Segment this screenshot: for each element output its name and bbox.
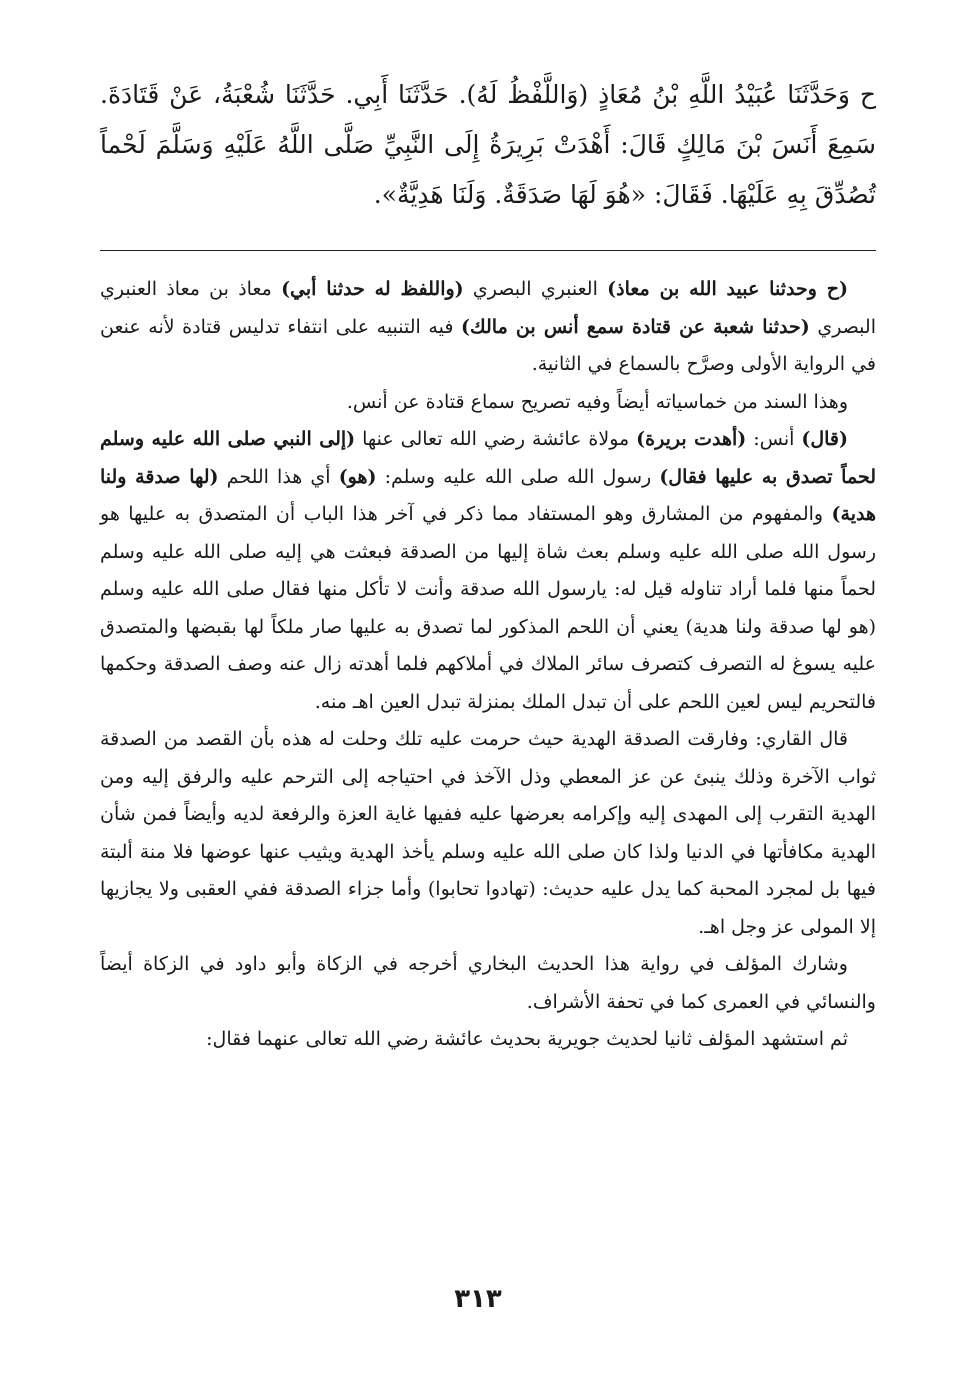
section-divider (100, 250, 876, 251)
bold-phrase: (أهدت بريرة) (636, 428, 747, 450)
bold-phrase: (واللفظ له حدثنا أبي) (281, 278, 464, 300)
text-run: وشارك المؤلف في رواية هذا الحديث البخاري أخرجه في الزكاة وأبو داود في الزكاة أيضاً والنسائي في العمرى كما في تحفة الأشراف. (100, 953, 876, 1013)
bold-phrase: (هو) (338, 465, 377, 488)
text-run: وهذا السند من خماسياته أيضاً وفيه تصريح سماع قتادة عن أنس. (346, 390, 848, 413)
commentary-paragraph-5 (100, 946, 876, 1021)
bold-phrase: (قال) (801, 428, 848, 450)
hadith-text: ح وَحَدَّثَنَا عُبَيْدُ اللَّهِ بْنُ مُعَاذٍ (وَاللَّفْظُ لَهُ). حَدَّثَنَا أَبِي. حَدَّثَنَا شُعْبَةُ، عَنْ قَتَادَةَ. سَمِعَ أَنَسَ بْنَ مَالِكٍ قَالَ: أَهْدَتْ بَرِيرَةُ إِلَى النَّبِيِّ صَلَّى اللَّهُ عَلَيْهِ وَسَلَّمَ لَحْماً تُصُدِّقَ بِهِ عَلَيْهَا. فَقَالَ: «هُوَ لَهَا صَدَقَةٌ. وَلَنَا هَدِيَّةٌ». (100, 80, 876, 209)
commentary-paragraph-1 (100, 271, 876, 384)
bold-phrase: (إلى النبي صلى الله عليه وسلم لحماً تصدق به عليها فقال) (100, 428, 877, 488)
page-body (100, 70, 876, 1059)
page-number: ٣١٣ (454, 1284, 502, 1314)
text-run: معاذ بن معاذ العنبري البصري (100, 278, 876, 338)
text-run: رسول الله صلى الله عليه وسلم: (376, 465, 660, 488)
bold-phrase: (لها صدقة ولنا هدية) (100, 465, 876, 525)
commentary-paragraph-4 (100, 721, 876, 946)
commentary-paragraph-2 (100, 384, 876, 422)
bold-phrase: (ح وحدثنا عبيد الله بن معاذ) (607, 278, 848, 300)
bold-phrase: (حدثنا شعبة عن قتادة سمع أنس بن مالك) (461, 315, 810, 338)
text-run: فيه التنبيه على انتفاء تدليس قتادة لأنه عنعن في الرواية الأولى وصرَّح بالسماع في الثانية. (100, 315, 876, 375)
commentary-paragraph-6 (100, 1021, 876, 1059)
text-run: والمفهوم من المشارق وهو المستفاد مما ذكر في آخر هذا الباب أن المتصدق به عليها هو رسول الله صلى الله عليه وسلم بعث شاة إليها من الصدقة فبعثت هي إليه صلى الله عليه وسلم لحماً منها فلما أراد تناوله قيل له: يارسول الله صدقة وأنت لا تأكل منها فقال صلى الله عليه وسلم (هو لها صدقة ولنا هدية) يعني أن اللحم المذكور لما تصدق به عليها صار ملكاً لها بقبضها والمتصدق عليه يسوغ له التصرف كتصرف سائر الملاك في أملاكهم فلما أهدته زال عنه وصف الصدقة وحكمها فالتحريم ليس لعين اللحم على أن تبدل الملك بمنزلة تبدل العين اهـ منه. (100, 503, 876, 713)
text-run: أنس: (746, 428, 802, 450)
text-run: أي هذا اللحم (218, 465, 339, 488)
text-run: مولاة عائشة رضي الله تعالى عنها (355, 428, 637, 450)
commentary (100, 271, 876, 1059)
text-run: ثم استشهد المؤلف ثانيا لحديث جويرية بحديث عائشة رضي الله تعالى عنهما فقال: (206, 1028, 848, 1050)
text-run: قال القاري: وفارقت الصدقة الهدية حيث حرمت عليه تلك وحلت له هذه بأن القصد من الصدقة ثواب الآخرة وذلك ينبئ عن عز المعطي وذل الآخذ في احتياجه إلى الترحم عليه والرفق إليه ومن الهدية التقرب إلى المهدى إليه وإكرامه بعرضها عليه ففيها غاية العزة والرفعة لديه وأيضاً فمن شأن الهدية مكافأتها في الدنيا ولذا كان صلى الله عليه وسلم يأخذ الهدية ويثيب عنها عوضها فلا منة ألبتة فيها بل لمجرد المحبة كما يدل عليه حديث: (تهادوا تحابوا) وأما جزاء الصدقة ففي العقبى ولا يجازيها إلا المولى عز وجل اهـ. (100, 728, 876, 938)
text-run: العنبري البصري (463, 278, 608, 300)
commentary-paragraph-3 (100, 421, 876, 721)
